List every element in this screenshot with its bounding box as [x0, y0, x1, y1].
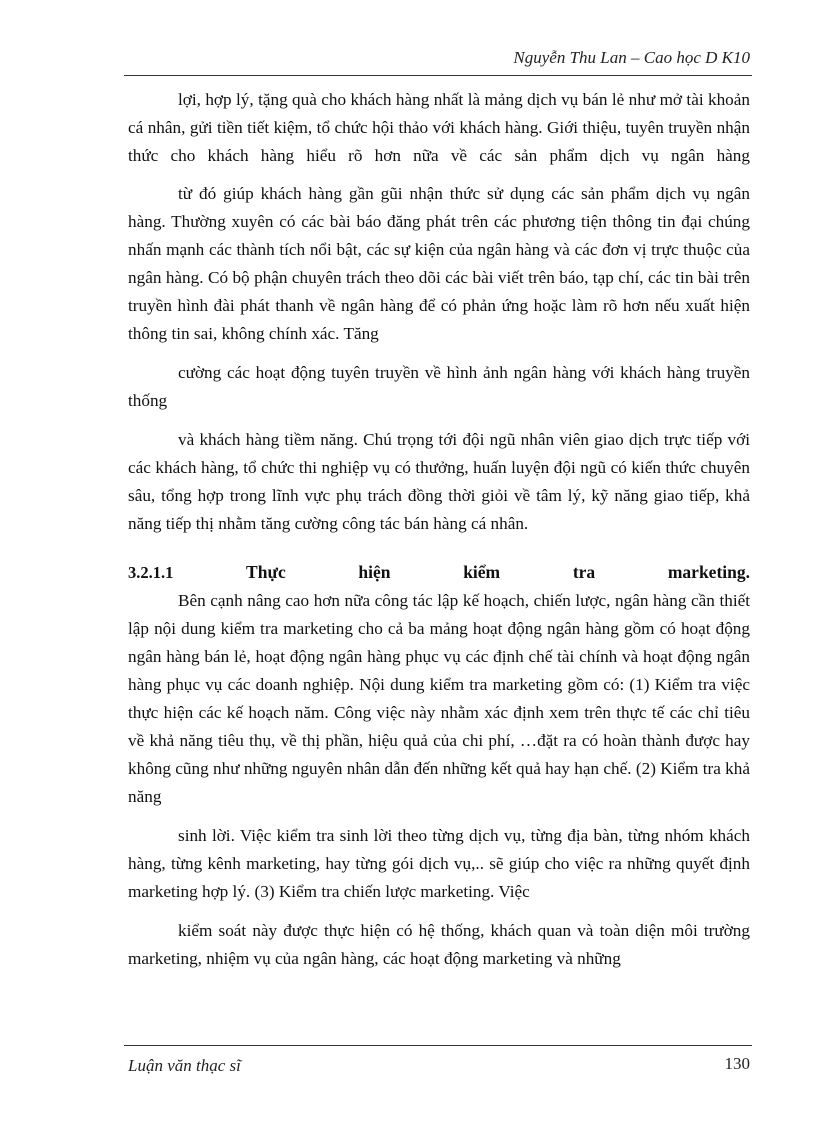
section-number: 3.2.1.1	[128, 563, 174, 582]
footer-label: Luận văn thạc sĩ	[128, 1056, 241, 1075]
header-divider	[124, 75, 752, 76]
paragraph-3: cường các hoạt động tuyên truyền về hình ảnh ngân hàng với khách hàng truyền thống	[128, 363, 750, 410]
heading-word: marketing.	[667, 562, 750, 582]
heading-word: Thực	[246, 562, 286, 582]
paragraph-4: và khách hàng tiềm năng. Chú trọng tới đội ngũ nhân viên giao dịch trực tiếp với các khách hàng, tổ chức thi nghiệp vụ có thưởng, huấn luyện đội ngũ có kiến thức chuyên sâu, tổng hợp trong lĩnh vực phụ trách đồng thời giỏi về tâm lý, kỹ năng giao tiếp, khả năng tiếp thị nhằm tăng cường công tác bán hàng cá nhân.	[128, 430, 750, 533]
paragraph-1: lợi, hợp lý, tặng quà cho khách hàng nhất là mảng dịch vụ bán lẻ như mở tài khoản cá nhân, gửi tiền tiết kiệm, tổ chức hội thảo với khách hàng. Giới thiệu, tuyên truyền nhận thức cho khách hàng hiểu rõ hơn nữa về các sản phẩm dịch vụ ngân hàng	[128, 90, 750, 165]
heading-word: kiểm	[463, 562, 501, 582]
section-heading	[128, 562, 750, 583]
paragraph-2: từ đó giúp khách hàng gần gũi nhận thức sử dụng các sản phẩm dịch vụ ngân hàng. Thường xuyên có các bài báo đăng phát trên các phương tiện thông tin đại chúng nhấn mạnh các thành tích nổi bật, các sự kiện của ngân hàng và các đơn vị trực thuộc của ngân hàng. Có bộ phận chuyên trách theo dõi các bài viết trên báo, tạp chí, các tin bài trên truyền hình đài phát thanh về ngân hàng để có phản ứng hoặc làm rõ hơn nếu xuất hiện thông tin sai, không chính xác. Tăng	[128, 184, 750, 343]
running-header: Nguyễn Thu Lan – Cao học D K10	[513, 48, 750, 67]
paragraph-6: sinh lời. Việc kiểm tra sinh lời theo từng dịch vụ, từng địa bàn, từng nhóm khách hàng, từng kênh marketing, hay từng gói dịch vụ,.. sẽ giúp cho việc ra những quyết định marketing hợp lý. (3) Kiểm tra chiến lược marketing. Việc	[128, 826, 750, 901]
page-body	[128, 86, 750, 973]
heading-word: tra	[572, 562, 596, 582]
heading-word: hiện	[358, 562, 391, 582]
footer-divider	[124, 1045, 752, 1046]
paragraph-7: kiểm soát này được thực hiện có hệ thống, khách quan và toàn diện môi trường marketing, nhiệm vụ của ngân hàng, các hoạt động marketing và những	[128, 921, 750, 968]
page-number: 130	[724, 1054, 750, 1073]
paragraph-5: Bên cạnh nâng cao hơn nữa công tác lập kế hoạch, chiến lược, ngân hàng cần thiết lập nội dung kiểm tra marketing cho cả ba mảng hoạt động ngân hàng gồm có hoạt động ngân hàng bán lẻ, hoạt động ngân hàng phục vụ các định chế tài chính và hoạt động ngân hàng phục vụ các doanh nghiệp. Nội dung kiểm tra marketing gồm có: (1) Kiểm tra việc thực hiện các kế hoạch năm. Công việc này nhằm xác định xem trên thực tế các chỉ tiêu về khả năng tiêu thụ, về thị phần, hiệu quả của chi phí, …đặt ra có hoàn thành được hay không cũng như những nguyên nhân dẫn đến những kết quả hay hạn chế. (2) Kiểm tra khả năng	[128, 591, 750, 806]
